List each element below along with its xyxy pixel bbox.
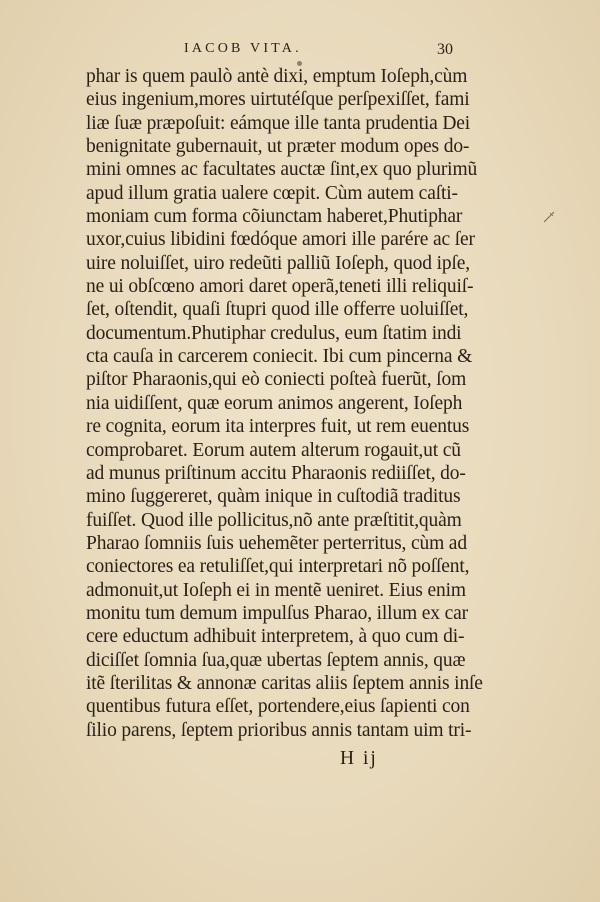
text-line: diciſſet ſomnia ſua,quæ ubertas ſeptem annis, quæ xyxy=(86,649,466,671)
text-line: eius ingenium,mores uirtutéſque perſpexiſſet, fami xyxy=(86,89,470,111)
text-line: Pharao ſomniis ſuis uehemẽter perterritus, cùm ad xyxy=(86,532,467,554)
margin-annotation-mark xyxy=(543,211,555,223)
text-line: ſet, oſtendit, quaſi ſtupri quod ille offerre uoluiſſet, xyxy=(86,299,469,321)
text-line: piſtor Pharaonis,qui eò coniecti poſteà fuerũt, ſom xyxy=(86,369,467,391)
text-line: mini omnes ac facultates auctæ ſint,ex quo plurimũ xyxy=(86,159,478,181)
text-line: itẽ ſterilitas & annonæ caritas aliis ſeptem annis inſe xyxy=(86,672,483,694)
text-line: re cognita, eorum ita interpres fuit, ut rem euentus xyxy=(86,416,470,438)
text-line: benignitate gubernauit, ut præter modum opes do- xyxy=(86,136,470,158)
text-line: coniectores ea retuliſſet,qui interpretari nõ poſſent, xyxy=(86,556,470,578)
text-line: uxor,cuius libidini fœdóque amori ille parére ac ſer xyxy=(86,229,475,251)
text-line: apud illum gratia ualere cœpit. Cùm autem caſti- xyxy=(86,182,458,204)
running-title: IACOB VITA. xyxy=(184,41,302,56)
text-line: monitu tum demum impulſus Pharao, illum ex car xyxy=(86,602,468,624)
text-line: admonuit,ut Ioſeph ei in mentẽ ueniret. Eius enim xyxy=(86,579,466,601)
signature-mark: H ij xyxy=(340,748,378,769)
page-number: 30 xyxy=(437,41,453,58)
text-line: phar is quem paulò antè dixi, emptum Ioſeph,cùm xyxy=(86,66,468,87)
text-line: ſilio parens, ſeptem prioribus annis tantam uim tri- xyxy=(86,719,472,741)
text-line: quentibus futura eſſet, portendere,eius ſapienti con xyxy=(86,696,470,718)
text-line: comprobaret. Eorum autem alterum rogauit,ut cũ xyxy=(86,439,461,461)
text-line: cere eductum adhibuit interpretem, à quo cum di- xyxy=(86,626,465,648)
text-line: liæ ſuæ præpoſuit: eámque ille tanta prudentia Dei xyxy=(86,112,471,134)
text-line: moniam cum forma cõiunctam haberet,Phutiphar xyxy=(86,206,463,228)
text-line: fuiſſet. Quod ille pollicitus,nõ ante præſtitit,quàm xyxy=(86,509,462,531)
text-line: ad munus priſtinum accitu Pharaonis rediiſſet, do- xyxy=(86,462,466,484)
text-line: ne ui obſcœno amori daret operã,teneti illi reliquiſ- xyxy=(86,276,474,298)
text-line: cta cauſa in carcerem coniecit. Ibi cum pincerna & xyxy=(86,346,473,368)
body-text xyxy=(86,65,483,742)
text-line: uire noluiſſet, uiro redeũti palliũ Ioſeph, quod ipſe, xyxy=(86,252,470,274)
text-line: documentum.Phutiphar credulus, eum ſtatim indi xyxy=(86,322,462,344)
text-line: nia uidiſſent, quæ eorum animos angerent, Ioſeph xyxy=(86,392,463,414)
text-line: mino ſuggereret, quàm inique in cuſtodiã traditus xyxy=(86,486,461,508)
